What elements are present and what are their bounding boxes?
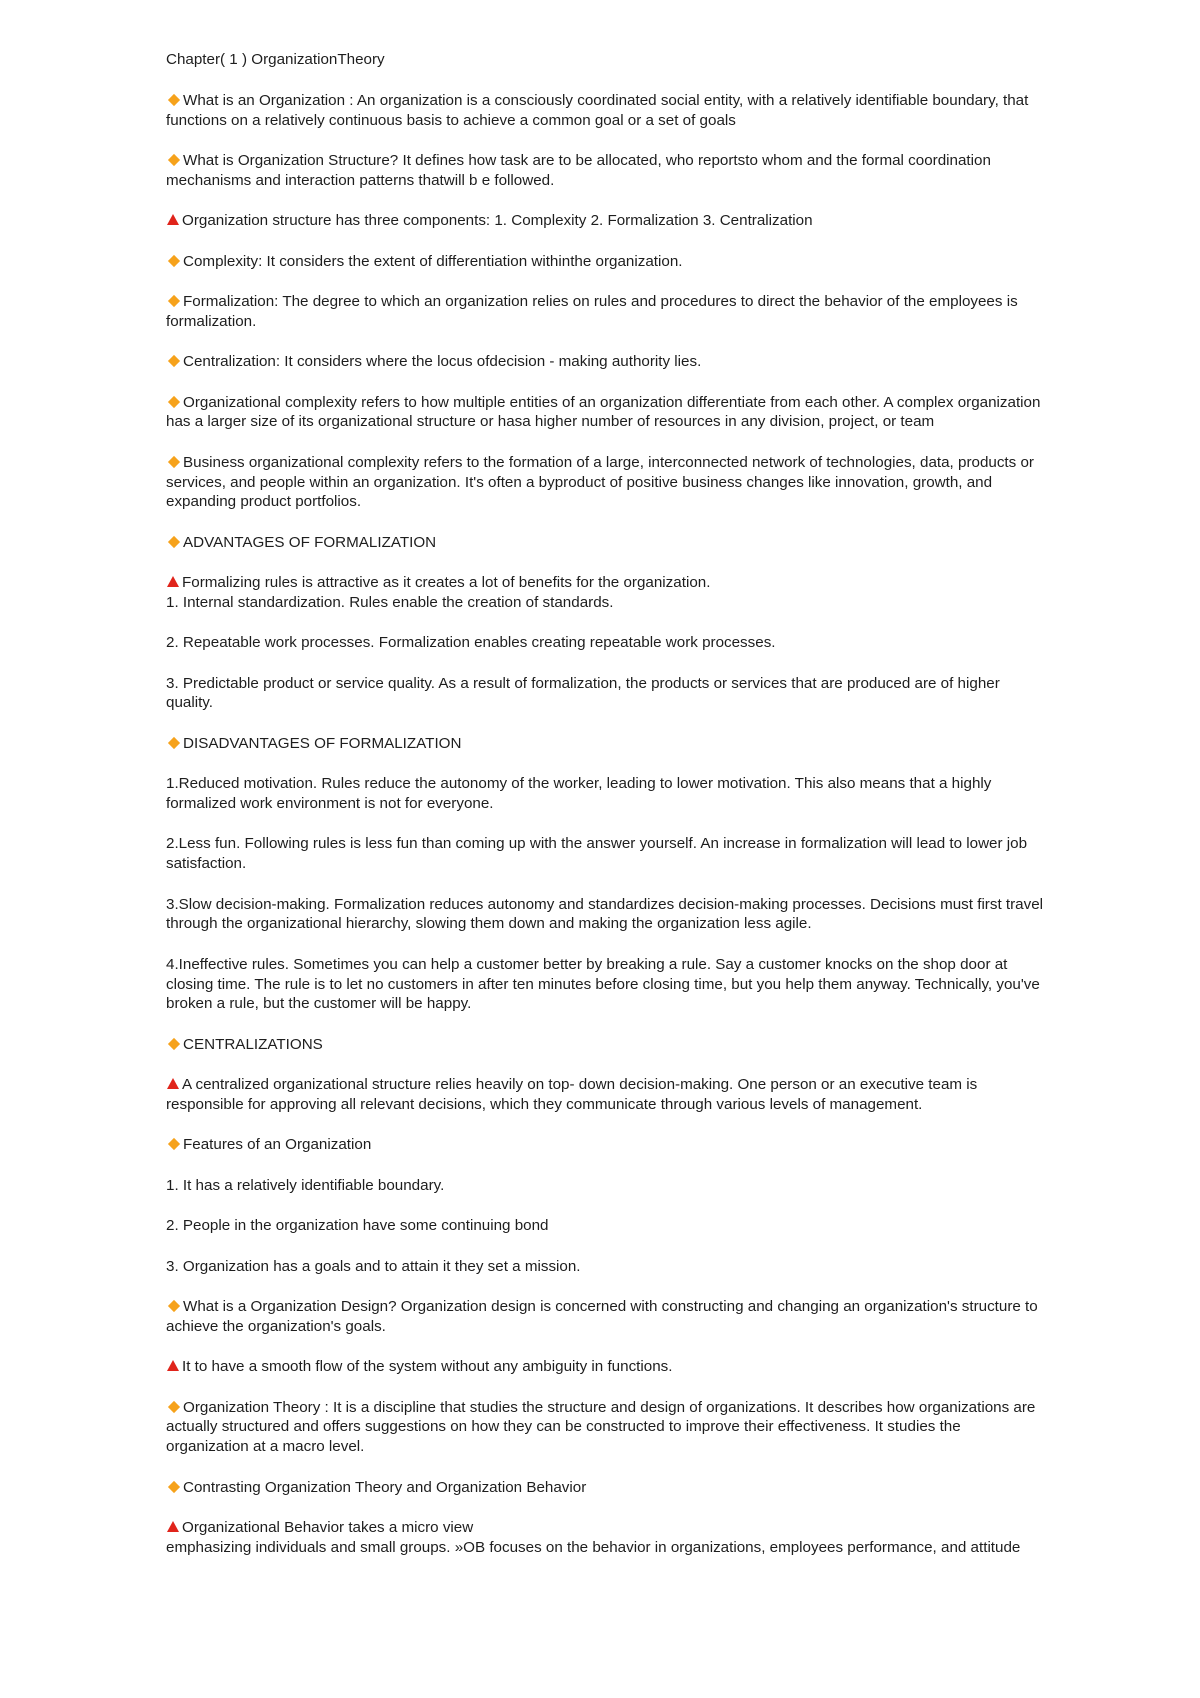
triangle-bullet-icon — [167, 1521, 179, 1532]
document-body — [166, 91, 1046, 1558]
triangle-bullet-icon — [167, 576, 179, 587]
paragraph-text: What is a Organization Design? Organization design is concerned with constructing and changing an organization's structure to achieve the organization's goals. — [166, 1297, 1038, 1335]
diamond-bullet-icon — [168, 1300, 180, 1312]
diamond-bullet-icon — [168, 1138, 180, 1150]
paragraph — [166, 955, 1046, 1014]
paragraph — [166, 593, 1046, 613]
document-page — [166, 50, 1046, 1578]
paragraph — [166, 834, 1046, 874]
paragraph — [166, 1398, 1046, 1457]
paragraph — [166, 1297, 1046, 1337]
triangle-bullet-icon — [167, 1078, 179, 1089]
paragraph — [166, 1176, 1046, 1196]
paragraph — [166, 1035, 1046, 1055]
diamond-bullet-icon — [168, 1038, 180, 1050]
paragraph-text: 2.Less fun. Following rules is less fun than coming up with the answer yourself. An increase in formalization will lead to lower job satisfaction. — [166, 835, 1028, 873]
paragraph — [166, 895, 1046, 935]
paragraph — [166, 1478, 1046, 1498]
paragraph-text: Contrasting Organization Theory and Organization Behavior — [183, 1478, 587, 1496]
paragraph-text: What is Organization Structure? It defines how task are to be allocated, who reportsto whom and the formal coordination mechanisms and interaction patterns thatwill b e followed. — [166, 151, 991, 189]
diamond-bullet-icon — [168, 456, 180, 468]
diamond-bullet-icon — [168, 154, 180, 166]
paragraph-text: It to have a smooth flow of the system without any ambiguity in functions. — [182, 1358, 673, 1376]
paragraph-text: DISADVANTAGES OF FORMALIZATION — [183, 734, 462, 752]
paragraph — [166, 151, 1046, 191]
diamond-bullet-icon — [168, 94, 180, 106]
diamond-bullet-icon — [168, 1480, 180, 1492]
paragraph-text: 2. Repeatable work processes. Formalization enables creating repeatable work processes. — [166, 634, 776, 652]
paragraph-text: ADVANTAGES OF FORMALIZATION — [183, 533, 437, 551]
diamond-bullet-icon — [168, 355, 180, 367]
paragraph-text: emphasizing individuals and small groups. »OB focuses on the behavior in organizations, employees performance, and attitude — [166, 1538, 1021, 1556]
diamond-bullet-icon — [168, 1400, 180, 1412]
paragraph-text: A centralized organizational structure relies heavily on top- down decision-making. One person or an executive team is responsible for approving all relevant decisions, which they communicate through various levels of management. — [166, 1076, 978, 1113]
paragraph — [166, 1075, 1046, 1115]
diamond-bullet-icon — [168, 536, 180, 548]
paragraph-text: Complexity: It considers the extent of differentiation withinthe organization. — [183, 252, 683, 270]
paragraph-text: Formalization: The degree to which an organization relies on rules and procedures to direct the behavior of the employees is formalization. — [166, 292, 1018, 330]
triangle-bullet-icon — [167, 1360, 179, 1371]
paragraph — [166, 292, 1046, 332]
paragraph — [166, 734, 1046, 754]
diamond-bullet-icon — [168, 254, 180, 266]
paragraph — [166, 393, 1046, 433]
paragraph — [166, 633, 1046, 653]
paragraph-text: Organization Theory : It is a discipline that studies the structure and design of organizations. It describes how organizations are actually structured and offers suggestions on how they can be constructed to improve their effectiveness. It studies the organization at a macro level. — [166, 1398, 1036, 1456]
paragraph — [166, 1135, 1046, 1155]
paragraph — [166, 1538, 1046, 1558]
paragraph-text: 3. Organization has a goals and to attain it they set a mission. — [166, 1257, 581, 1275]
paragraph-text: Business organizational complexity refers to the formation of a large, interconnected network of technologies, data, products or services, and people within an organization. It's often a byproduct of positive business changes like innovation, growth, and expanding product portfolios. — [166, 453, 1034, 511]
paragraph — [166, 1257, 1046, 1277]
document-title: Chapter( 1 ) OrganizationTheory — [166, 51, 385, 68]
paragraph — [166, 1357, 1046, 1377]
paragraph-text: Features of an Organization — [183, 1136, 372, 1154]
paragraph-text: 2. People in the organization have some continuing bond — [166, 1217, 549, 1235]
paragraph-text: 3. Predictable product or service quality. As a result of formalization, the products or services that are produced are of higher quality. — [166, 674, 1000, 712]
paragraph — [166, 533, 1046, 553]
paragraph — [166, 252, 1046, 272]
paragraph-text: 1. It has a relatively identifiable boundary. — [166, 1176, 445, 1194]
paragraph-text: Centralization: It considers where the locus ofdecision - making authority lies. — [183, 353, 702, 371]
paragraph-text: Organizational Behavior takes a micro view — [182, 1518, 474, 1536]
paragraph — [166, 1216, 1046, 1236]
triangle-bullet-icon — [167, 214, 179, 225]
paragraph — [166, 352, 1046, 372]
paragraph-text: 4.Ineffective rules. Sometimes you can help a customer better by breaking a rule. Say a customer knocks on the shop door at closing time. The rule is to let no customers in after ten minutes before closing time, but you help them anyway. Technically, you've broken a rule, but the customer will be happy. — [166, 955, 1040, 1013]
paragraph — [166, 453, 1046, 512]
paragraph-text: Formalizing rules is attractive as it creates a lot of benefits for the organization. — [182, 574, 711, 592]
paragraph-text: Organizational complexity refers to how multiple entities of an organization differentiate from each other. A complex organization has a larger size of its organizational structure or hasa higher number of resources in any division, project, or team — [166, 393, 1041, 431]
paragraph — [166, 774, 1046, 814]
paragraph — [166, 674, 1046, 714]
diamond-bullet-icon — [168, 395, 180, 407]
paragraph-text: 1.Reduced motivation. Rules reduce the autonomy of the worker, leading to lower motivation. This also means that a highly formalized work environment is not for everyone. — [166, 775, 992, 813]
paragraph-text: 3.Slow decision-making. Formalization reduces autonomy and standardizes decision-making processes. Decisions must first travel through the organizational hierarchy, slowing them down and making the organization less agile. — [166, 895, 1044, 933]
paragraph — [166, 1518, 1046, 1538]
paragraph-text: CENTRALIZATIONS — [183, 1035, 323, 1053]
paragraph-text: What is an Organization : An organization is a consciously coordinated social entity, with a relatively identifiable boundary, that functions on a relatively continuous basis to achieve a common goal or a set of goals — [166, 91, 1029, 129]
paragraph-text: Organization structure has three components: 1. Complexity 2. Formalization 3. Centralization — [182, 212, 813, 230]
paragraph-text: 1. Internal standardization. Rules enable the creation of standards. — [166, 593, 614, 611]
paragraph — [166, 91, 1046, 131]
diamond-bullet-icon — [168, 295, 180, 307]
diamond-bullet-icon — [168, 737, 180, 749]
paragraph — [166, 573, 1046, 593]
paragraph — [166, 211, 1046, 231]
